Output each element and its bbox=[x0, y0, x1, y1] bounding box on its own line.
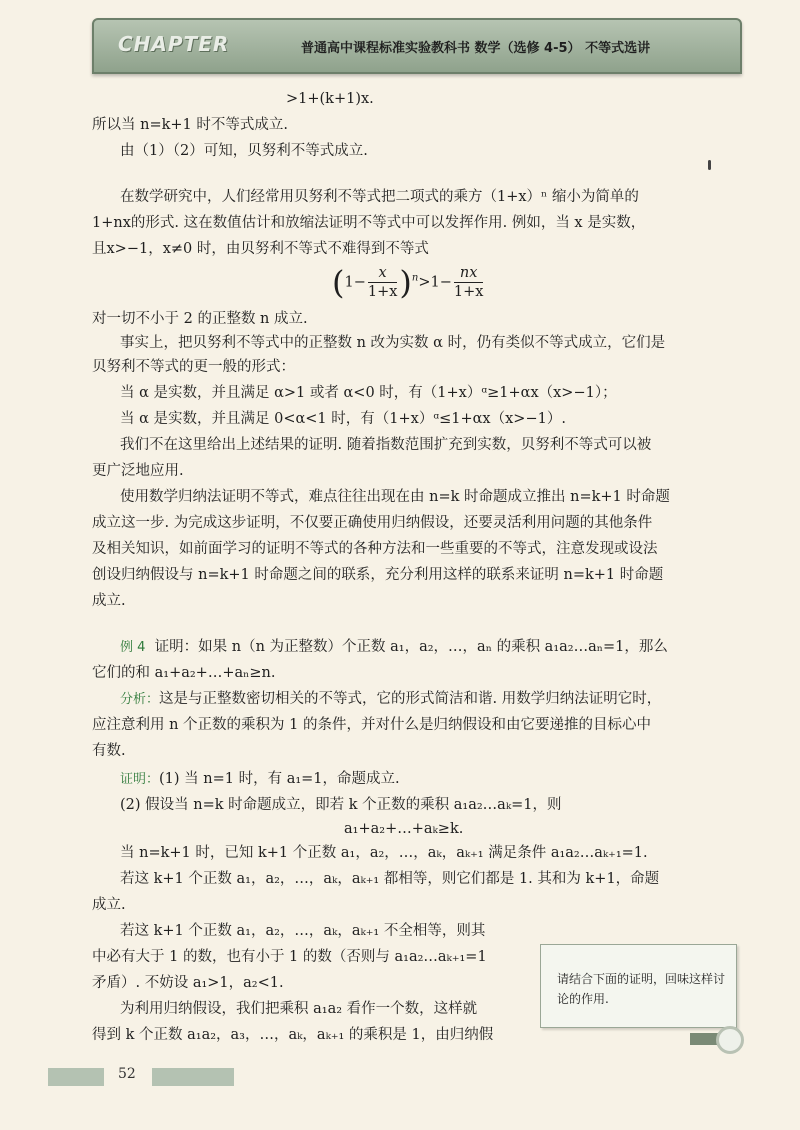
example-4 bbox=[120, 636, 668, 659]
formula-part: >1− bbox=[418, 274, 452, 291]
text-line: 得到 k 个正数 a₁a₂，a₃，…，aₖ，aₖ₊₁ 的乘积是 1，由归纳假 bbox=[92, 1027, 494, 1043]
text-line: 矛盾）. 不妨设 a₁>1，a₂<1. bbox=[92, 975, 284, 991]
example-label: 例 4 bbox=[120, 640, 146, 655]
text-line: 事实上，把贝努利不等式中的正整数 n 改为实数 α 时，仍有类似不等式成立，它们是 bbox=[120, 335, 666, 351]
chapter-label: CHAPTER bbox=[118, 32, 230, 56]
display-formula: (1− $\frac{x}{1+x}$ )$^n$>1− $\frac{nx}{1+x}$ bbox=[332, 263, 484, 302]
analysis bbox=[120, 688, 661, 711]
stray-mark bbox=[708, 160, 711, 170]
text-line: 当 n=k+1 时，已知 k+1 个正数 a₁，a₂，…，aₖ，aₖ₊₁ 满足条件 a₁a₂…aₖ₊₁=1. bbox=[120, 845, 648, 861]
fraction-numerator: x bbox=[368, 264, 398, 283]
text-line: 有数. bbox=[92, 743, 126, 759]
margin-note bbox=[540, 944, 737, 1028]
exponent: n bbox=[411, 272, 419, 284]
proof-text: (1) 当 n=1 时，有 a₁=1，命题成立. bbox=[159, 771, 400, 787]
text-line: (2) 假设当 n=k 时命题成立，即若 k 个正数的乘积 a₁a₂…aₖ=1，则 bbox=[120, 797, 562, 813]
key-ring-icon bbox=[716, 1026, 744, 1054]
analysis-text: 这是与正整数密切相关的不等式，它的形式简洁和谐. 用数学归纳法证明它时， bbox=[159, 691, 662, 707]
text-line: 由（1）（2）可知，贝努利不等式成立. bbox=[120, 143, 368, 159]
text-line: >1+(k+1)x. bbox=[286, 91, 374, 107]
example-text: 证明：如果 n（n 为正整数）个正数 a₁，a₂，…，aₙ 的乘积 a₁a₂…aₙ=1，那么 bbox=[154, 639, 668, 655]
text-line: 为利用归纳假设，我们把乘积 a₁a₂ 看作一个数，这样就 bbox=[120, 1001, 478, 1017]
text-line: 应注意利用 n 个正数的乘积为 1 的条件，并对什么是归纳假设和由它要递推的目标心中 bbox=[92, 717, 651, 733]
chapter-header bbox=[92, 18, 742, 74]
margin-note-text: 请结合下面的证明，回味这样讨论的作用. bbox=[557, 972, 726, 1006]
book-title: 普通高中课程标准实验教科书 数学（选修 4-5） 不等式选讲 bbox=[301, 41, 651, 56]
text-line: 更广泛地应用. bbox=[92, 463, 184, 479]
text-line: 成立这一步. 为完成这步证明，不仅要正确使用归纳假设，还要灵活利用问题的其他条件 bbox=[92, 515, 653, 531]
text-line: 1+nx的形式. 这在数值估计和放缩法证明不等式中可以发挥作用. 例如，当 x 是实数， bbox=[92, 215, 646, 231]
footer-bar-right bbox=[152, 1068, 234, 1086]
page-number: 52 bbox=[118, 1066, 136, 1082]
fraction bbox=[454, 264, 484, 301]
text-line: 当 α 是实数，并且满足 α>1 或者 α<0 时，有（1+x）ᵅ≥1+αx（x>−1）； bbox=[120, 385, 617, 401]
text-line: 创设归纳假设与 n=k+1 时命题之间的联系，充分利用这样的联系来证明 n=k+1 时命题 bbox=[92, 567, 664, 583]
text-line: 当 α 是实数，并且满足 0<α<1 时，有（1+x）ᵅ≤1+αx（x>−1）. bbox=[120, 411, 566, 427]
fraction-denominator: 1+x bbox=[367, 284, 398, 300]
footer-bar-left bbox=[48, 1068, 104, 1086]
text-line: 在数学研究中，人们经常用贝努利不等式把二项式的乘方（1+x）ⁿ 缩小为简单的 bbox=[120, 189, 639, 205]
proof-label: 证明： bbox=[120, 772, 160, 787]
text-line: 贝努利不等式的更一般的形式： bbox=[92, 359, 295, 375]
formula-part: 1− bbox=[344, 274, 366, 291]
analysis-label: 分析： bbox=[120, 692, 160, 707]
text-line: 所以当 n=k+1 时不等式成立. bbox=[92, 117, 288, 133]
text-line: 若这 k+1 个正数 a₁，a₂，…，aₖ，aₖ₊₁ 都相等，则它们都是 1. 其和为 k+1，命题 bbox=[120, 871, 660, 887]
fraction-denominator: 1+x bbox=[453, 284, 484, 300]
text-line: 使用数学归纳法证明不等式，难点往往出现在由 n=k 时命题成立推出 n=k+1 时命题 bbox=[120, 489, 670, 505]
text-line: a₁+a₂+…+aₖ≥k. bbox=[344, 821, 464, 837]
text-line: 且x>−1，x≠0 时，由贝努利不等式不难得到不等式 bbox=[92, 241, 429, 257]
proof bbox=[120, 768, 400, 791]
text-line: 及相关知识，如前面学习的证明不等式的各种方法和一些重要的不等式，注意发现或设法 bbox=[92, 541, 658, 557]
text-line: 它们的和 a₁+a₂+…+aₙ≥n. bbox=[92, 665, 276, 681]
key-icon bbox=[690, 1033, 718, 1045]
text-line: 若这 k+1 个正数 a₁，a₂，…，aₖ，aₖ₊₁ 不全相等，则其 bbox=[120, 923, 486, 939]
text-line: 成立. bbox=[92, 897, 126, 913]
fraction-numerator: nx bbox=[454, 264, 484, 283]
fraction bbox=[368, 264, 398, 301]
text-line: 我们不在这里给出上述结果的证明. 随着指数范围扩充到实数，贝努利不等式可以被 bbox=[120, 437, 652, 453]
text-line: 对一切不小于 2 的正整数 n 成立. bbox=[92, 311, 308, 327]
text-line: 成立. bbox=[92, 593, 126, 609]
text-line: 中必有大于 1 的数，也有小于 1 的数（否则与 a₁a₂…aₖ₊₁=1 bbox=[92, 949, 487, 965]
